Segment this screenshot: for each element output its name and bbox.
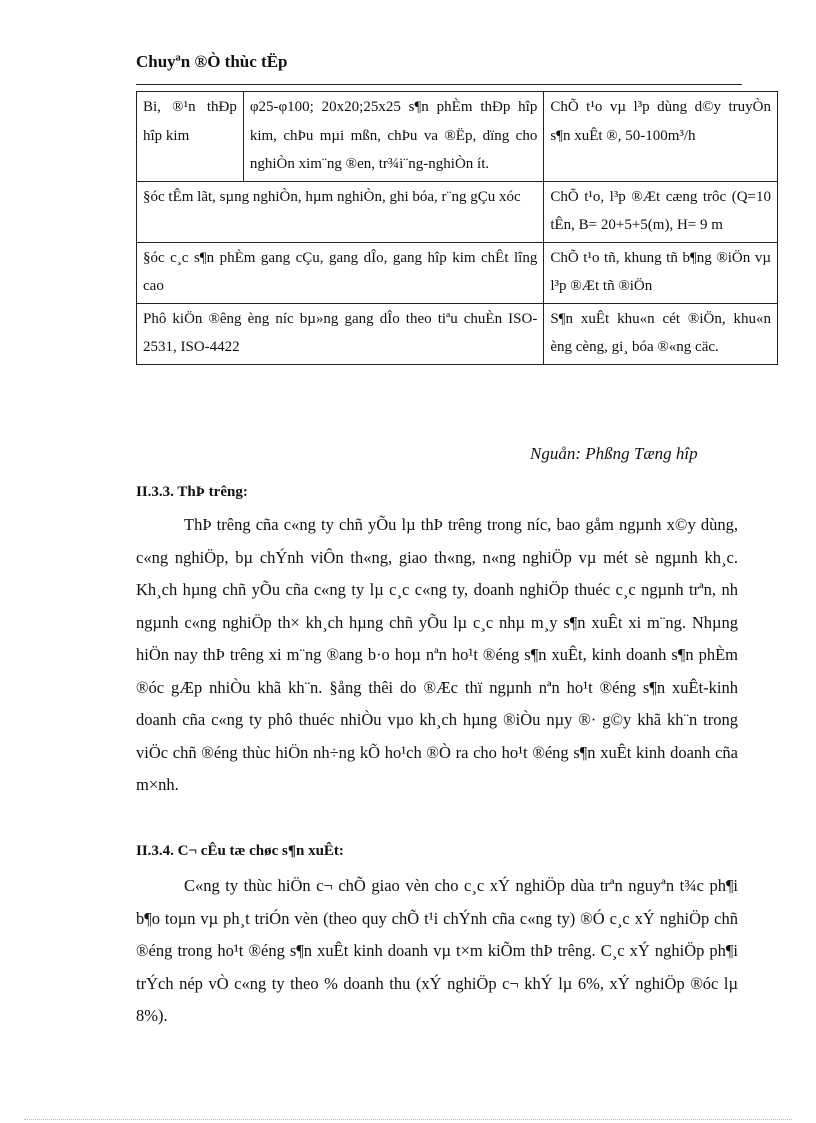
table-row [137, 181, 778, 242]
table-source-note: Nguån: Phßng Tæng hîp [530, 444, 698, 463]
products-table [136, 91, 778, 365]
table-row [137, 92, 778, 182]
table-cell: φ25-φ100; 20x20;25x25 s¶n phÈm thÐp hîp kim, chÞu mµi mßn, chÞu va ®Ëp, dïng cho nghiÒn xim¨ng ®en, tr¾i¨ng-nghiÒn ít. [243, 92, 544, 182]
table-row [137, 242, 778, 303]
table-cell: ChÕ t¹o tñ, khung tñ b¶ng ®iÖn vµ l³p ®Æt tñ ®iÖn [544, 242, 778, 303]
section-paragraph-production-structure: C«ng ty thùc hiÖn c¬ chÕ giao vèn cho c¸c xÝ nghiÖp dùa trªn nguyªn t¾c ph¶i b¶o toµn vµ ph¸t triÓn vèn (theo quy chÕ t¹i chÝnh cña c«ng ty) ®Ó c¸c xÝ nghiÖp chñ ®éng trong ho¹t ®éng s¶n xuÊt kinh doanh vµ t×m kiÕm thÞ trêng. C¸c xÝ nghiÖp ph¶i trÝch nép vÒ c«ng ty theo % doanh thu (xÝ nghiÖp c¬ khÝ lµ 6%, xÝ nghiÖp ®óc lµ 8%). [136, 876, 738, 1025]
table-cell: ChÕ t¹o, l³p ®Æt cæng trôc (Q=10 tÊn, B= 20+5+5(m), H= 9 m [544, 181, 778, 242]
section-paragraph-market: ThÞ trêng cña c«ng ty chñ yÕu lµ thÞ trêng trong níc, bao gåm ngµnh x©y dùng, c«ng nghiÖp, bµ chÝnh viÔn th«ng, giao th«ng, n«ng nghiÖp vµ mét sè ngµnh kh¸c. Kh¸ch hµng chñ yÕu cña c«ng ty lµ c¸c c«ng ty, doanh nghiÖp thuéc c¸c ngµnh trªn, nh ngµnh c«ng nghiÖp th× kh¸ch hµng chñ yÕu lµ c¸c nhµ m¸y s¶n xuÊt xi m¨ng. Nhµng hiÖn nay thÞ trêng xi m¨ng ®ang b·o hoµ nªn ho¹t ®éng s¶n xuÊt, kinh doanh s¶n phÈm ®óc gÆp nhiÒu khã kh¨n. §ång thêi do ®Æc thï ngµnh nªn ho¹t ®éng s¶n xuÊt-kinh doanh cña c«ng ty phô thuéc nhiÒu vµo kh¸ch hµng ®iÒu nµy ®· g©y khã kh¨n trong viÖc chñ ®éng thùc hiÖn nh÷ng kÕ ho¹ch ®Ò ra cho ho¹t ®éng s¶n xuÊt kinh doanh cña m×nh. [136, 515, 738, 794]
table-cell: ChÕ t¹o vµ l³p dùng d©y truyÒn s¶n xuÊt ®, 50-100m³/h [544, 92, 778, 182]
header-divider [136, 84, 742, 85]
table-cell: S¶n xuÊt khu«n cét ®iÖn, khu«n èng cèng, gi¸ bóa ®«ng cäc. [544, 303, 778, 364]
page-bottom-divider [24, 1119, 792, 1120]
table-row [137, 303, 778, 364]
table-cell: §óc tÊm lãt, sµng nghiÒn, hµm nghiÒn, ghi bóa, r¨ng gÇu xóc [137, 181, 544, 242]
section-heading-market: II.3.3. ThÞ trêng: [136, 484, 248, 500]
table-cell: Phô kiÖn ®êng èng níc bµ»ng gang dÎo theo tiªu chuÈn ISO-2531, ISO-4422 [137, 303, 544, 364]
page-header-title: Chuyªn ®Ò thùc tËp [136, 52, 288, 71]
table-cell: Bi, ®¹n thÐp hîp kim [137, 92, 244, 182]
table-cell: §óc c¸c s¶n phÈm gang cÇu, gang dÎo, gang hîp kim chÊt lîng cao [137, 242, 544, 303]
section-heading-production-structure: II.3.4. C¬ cÊu tæ chøc s¶n xuÊt: [136, 843, 344, 859]
